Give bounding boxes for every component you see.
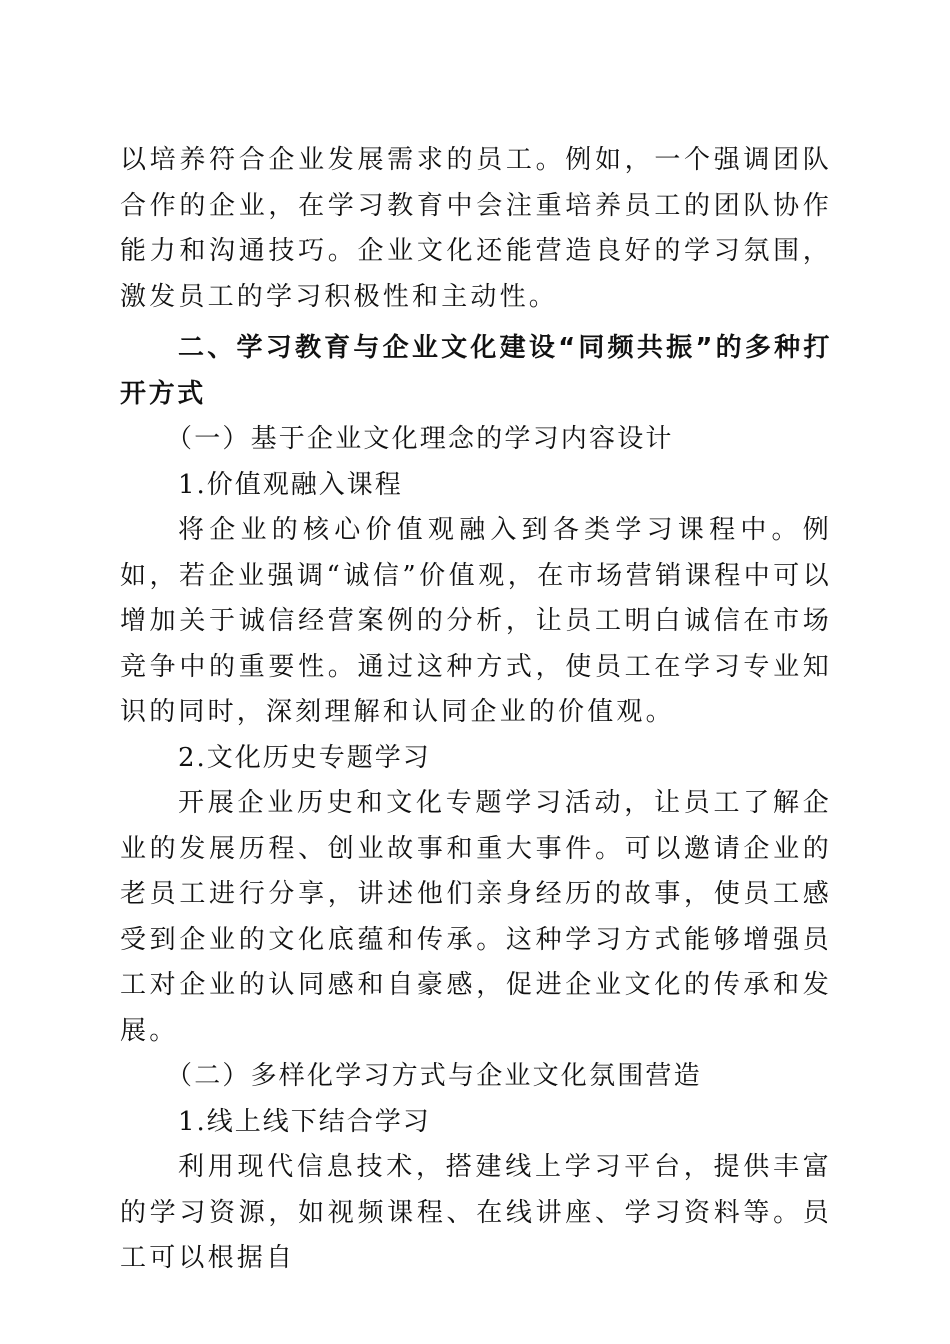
subsection-heading: （一）基于企业文化理念的学习内容设计 (166, 424, 674, 454)
paragraph-continuation: 以培养符合企业发展需求的员工。例如，一个强调团队合作的企业，在学习教育中会注重培养员工的团队协作能力和沟通技巧。企业文化还能营造良好的学习氛围，激发员工的学习积极性和主动性。 (120, 145, 832, 312)
item-title: 2.文化历史专题学习 (178, 742, 431, 773)
item-title: 1.线上线下结合学习 (178, 1106, 431, 1137)
section-heading: 二、学习教育与企业文化建设“同频共振”的多种打开方式 (120, 333, 832, 409)
item-body: 利用现代信息技术，搭建线上学习平台，提供丰富的学习资源，如视频课程、在线讲座、学习资料等。员工可以根据自 (120, 1152, 832, 1273)
subsection-heading: （二）多样化学习方式与企业文化氛围营造 (166, 1061, 702, 1091)
item-title: 1.价值观融入课程 (178, 469, 403, 500)
item-body: 开展企业历史和文化专题学习活动，让员工了解企业的发展历程、创业故事和重大事件。可以邀请企业的老员工进行分享，讲述他们亲身经历的故事，使员工感受到企业的文化底蕴和传承。这种学习方式能够增强员工对企业的认同感和自豪感，促进企业文化的传承和发展。 (120, 788, 832, 1046)
item-body: 将企业的核心价值观融入到各类学习课程中。例如，若企业强调“诚信”价值观，在市场营销课程中可以增加关于诚信经营案例的分析，让员工明白诚信在市场竞争中的重要性。通过这种方式，使员工在学习专业知识的同时，深刻理解和认同企业的价值观。 (120, 515, 832, 727)
document-body (120, 138, 832, 1282)
